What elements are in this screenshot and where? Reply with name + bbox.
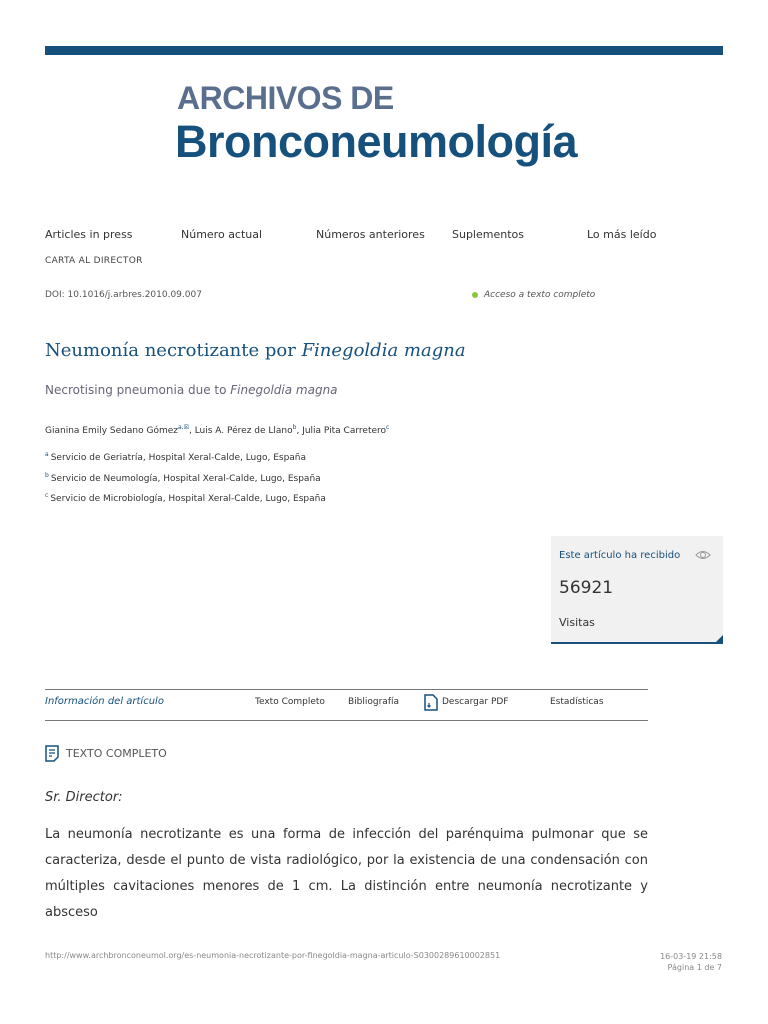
- nav-most-read[interactable]: Lo más leído: [587, 228, 657, 241]
- article-subtitle: [45, 383, 338, 397]
- footer-url: http://www.archbronconeumol.org/es-neumonia-necrotizante-por-finegoldia-magna-articulo-S0300289610002851: [45, 951, 501, 960]
- author-sup[interactable]: b: [292, 424, 297, 431]
- tab-download-pdf[interactable]: Descargar PDF: [442, 697, 509, 707]
- title-text: Neumonía necrotizante por: [45, 340, 302, 361]
- author-sup[interactable]: c: [386, 424, 390, 431]
- nav-previous-issues[interactable]: Números anteriores: [316, 228, 425, 241]
- tabs-divider-bottom: [45, 720, 648, 721]
- affiliation-sup: c: [45, 492, 49, 499]
- full-text-heading: TEXTO COMPLETO: [66, 747, 167, 760]
- visits-count: 56921: [559, 578, 614, 598]
- access-dot-icon: [472, 292, 478, 298]
- article-body-paragraph: La neumonía necrotizante es una forma de infección del parénquima pulmonar que se caracteriza, desde el punto de vista radiológico, por la existencia de una condensación con múltiples cavitaciones menores de 1 cm. La distinción entre neumonía necrotizante y absceso: [45, 827, 648, 920]
- tabs-divider-top: [45, 689, 648, 690]
- nav-current-issue[interactable]: Número actual: [181, 228, 263, 241]
- access-label: Acceso a texto completo: [484, 290, 596, 300]
- affiliation: [45, 492, 326, 504]
- affiliation-text: Servicio de Neumología, Hospital Xeral-Calde, Lugo, España: [50, 474, 321, 484]
- affiliation-sup: b: [45, 472, 49, 479]
- author-sup[interactable]: a,☒: [177, 424, 189, 431]
- affiliation: [45, 451, 306, 463]
- document-icon: [45, 745, 59, 762]
- journal-logo-line1[interactable]: ARCHIVOS DE: [177, 80, 394, 116]
- affiliation: [45, 472, 321, 484]
- visits-panel: [551, 536, 723, 644]
- header-bar: [45, 46, 723, 55]
- access-status: [472, 290, 595, 300]
- article-section-label: CARTA AL DIRECTOR: [45, 256, 143, 266]
- nav-articles-in-press[interactable]: Articles in press: [45, 228, 133, 241]
- subtitle-species: Finegoldia magna: [230, 383, 338, 397]
- footer-meta: [660, 951, 722, 973]
- visits-unit: Visitas: [559, 616, 595, 629]
- salutation: Sr. Director:: [45, 790, 123, 805]
- affiliation-sup: a: [45, 451, 49, 458]
- tab-full-text[interactable]: Texto Completo: [255, 697, 325, 707]
- journal-logo-line2[interactable]: Bronconeumología: [175, 116, 578, 167]
- tab-article-info[interactable]: Información del artículo: [45, 696, 164, 707]
- author-name[interactable]: Gianina Emily Sedano Gómez: [45, 426, 178, 436]
- article-title: [45, 340, 466, 361]
- tab-bibliography[interactable]: Bibliografía: [348, 697, 400, 707]
- visits-label: Este artículo ha recibido: [559, 550, 681, 561]
- tab-statistics[interactable]: Estadísticas: [550, 697, 604, 707]
- article-doi[interactable]: DOI: 10.1016/j.arbres.2010.09.007: [45, 290, 202, 300]
- author-name[interactable]: Luis A. Pérez de Llano: [194, 426, 293, 436]
- nav-supplements[interactable]: Suplementos: [452, 228, 524, 241]
- footer-datetime: 16-03-19 21:58: [660, 952, 722, 961]
- subtitle-text: Necrotising pneumonia due to: [45, 383, 231, 397]
- author-name[interactable]: Julia Pita Carretero: [302, 426, 387, 436]
- pdf-download-icon[interactable]: [424, 694, 438, 711]
- eye-icon[interactable]: [695, 549, 711, 561]
- author-list: Gianina Emily Sedano Gómez$^{a,☒}$, Luis A. Pérez de Llano$^b$, Julia Pita Carretero$^c$: [45, 424, 390, 436]
- footer-page-number: Página 1 de 7: [667, 963, 722, 972]
- affiliation-text: Servicio de Geriatría, Hospital Xeral-Calde, Lugo, España: [50, 453, 307, 463]
- panel-corner: [716, 635, 723, 642]
- affiliation-text: Servicio de Microbiología, Hospital Xeral-Calde, Lugo, España: [50, 494, 326, 504]
- title-species: Finegoldia magna: [301, 340, 466, 361]
